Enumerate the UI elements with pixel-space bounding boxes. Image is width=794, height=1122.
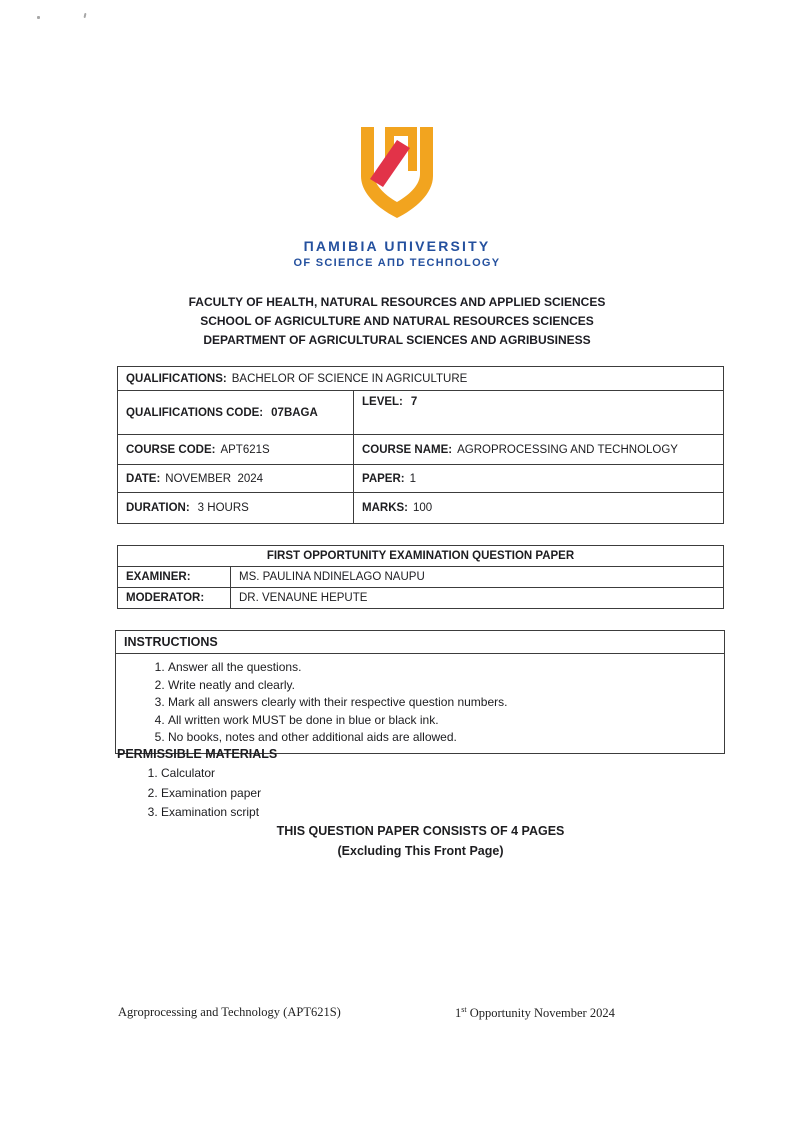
paper-label: PAPER: (362, 472, 405, 485)
permissible-materials-title: PERMISSIBLE MATERIALS (117, 747, 278, 761)
permissible-materials-list (117, 764, 724, 823)
footer-course-title: Agroprocessing and Technology (APT621S) (118, 1005, 341, 1019)
level-label: LEVEL: (362, 396, 403, 408)
qualifications-value: BACHELOR OF SCIENCE IN AGRICULTURE (231, 372, 468, 385)
table-row (118, 493, 724, 524)
marks-value: 100 (413, 502, 433, 514)
list-item: 2. Examination paper (161, 784, 724, 804)
qualifications-code-value: 07BAGA (271, 406, 318, 419)
list-item: 3. Mark all answers clearly with their respective question numbers. (168, 694, 724, 712)
moderator-label: MODERATOR: (118, 588, 231, 609)
level-value: 7 (410, 396, 418, 408)
level-cell (354, 391, 724, 435)
table-row (118, 465, 724, 493)
scan-speck (37, 16, 40, 19)
date-value: NOVEMBER 2024 (165, 472, 264, 485)
qualifications-label: QUALIFICATIONS: (126, 372, 227, 385)
duration-value: 3 HOURS (197, 502, 249, 514)
footer-opportunity (455, 1005, 615, 1021)
footer-opportunity-ordinal: st (461, 1005, 467, 1014)
qualifications-code-label: QUALIFICATIONS CODE: (126, 406, 264, 419)
examiner-label: EXAMINER: (118, 567, 231, 588)
university-logo-block (0, 124, 794, 269)
footer-opportunity-text: Opportunity November 2024 (466, 1006, 615, 1021)
instructions-box (115, 630, 725, 754)
page-count-note (117, 822, 724, 861)
scan-speck (84, 13, 87, 18)
page-count-line: THIS QUESTION PAPER CONSISTS OF 4 PAGES (276, 824, 565, 838)
list-item: 1. Calculator (161, 764, 724, 784)
examiner-value: MS. PAULINA NDINELAGO NAUPU (231, 567, 724, 588)
department-line: DEPARTMENT OF AGRICULTURAL SCIENCES AND AGRIBUSINESS (203, 333, 591, 347)
footer-opportunity-number: 1 (455, 1006, 462, 1021)
table-row (118, 588, 724, 609)
exam-paper-title: FIRST OPPORTUNITY EXAMINATION QUESTION PAPER (118, 546, 724, 567)
list-item: 4. All written work MUST be done in blue or black ink. (168, 712, 724, 730)
paper-cell (354, 465, 724, 493)
instructions-title: INSTRUCTIONS (116, 631, 724, 654)
date-label: DATE: (126, 472, 161, 485)
qualifications-code-cell (118, 391, 354, 435)
exam-session-table (117, 545, 724, 609)
course-code-value: APT621S (220, 443, 270, 456)
course-code-cell (118, 435, 354, 465)
table-row (118, 435, 724, 465)
duration-cell (118, 493, 354, 524)
table-row (118, 367, 724, 391)
table-row (118, 546, 724, 567)
qualifications-cell (118, 367, 724, 391)
university-wordmark: ΠAMIBIA UΠIVERSITY (303, 238, 491, 254)
table-row (118, 391, 724, 435)
list-item: 2. Write neatly and clearly. (168, 677, 724, 695)
marks-cell (354, 493, 724, 524)
course-name-value: AGROPROCESSING AND TECHNOLOGY (457, 443, 678, 456)
paper-value: 1 (409, 472, 417, 485)
list-item: 3. Examination script (161, 803, 724, 823)
school-line: SCHOOL OF AGRICULTURE AND NATURAL RESOURCES SCIENCES (200, 314, 594, 328)
list-item: 5. No books, notes and other additional aids are allowed. (168, 729, 724, 747)
duration-label: DURATION: (126, 502, 190, 514)
date-cell (118, 465, 354, 493)
instructions-list (116, 659, 724, 747)
course-name-label: COURSE NAME: (362, 443, 453, 456)
faculty-line: FACULTY OF HEALTH, NATURAL RESOURCES AND APPLIED SCIENCES (188, 295, 606, 309)
page-count-exclusion: (Excluding This Front Page) (337, 843, 504, 858)
course-info-table (117, 366, 724, 524)
university-wordmark-sub: OF SCIEΠCE AΠD TECHΠOLOGY (293, 257, 501, 269)
table-row (118, 567, 724, 588)
course-name-cell (354, 435, 724, 465)
faculty-heading-block (0, 293, 794, 350)
course-code-label: COURSE CODE: (126, 443, 216, 456)
list-item: 1. Answer all the questions. (168, 659, 724, 677)
marks-label: MARKS: (362, 502, 408, 514)
moderator-value: DR. VENAUNE HEPUTE (231, 588, 724, 609)
materials-list (117, 764, 724, 823)
page-footer (0, 1005, 794, 1025)
nust-shield-icon (351, 124, 443, 224)
